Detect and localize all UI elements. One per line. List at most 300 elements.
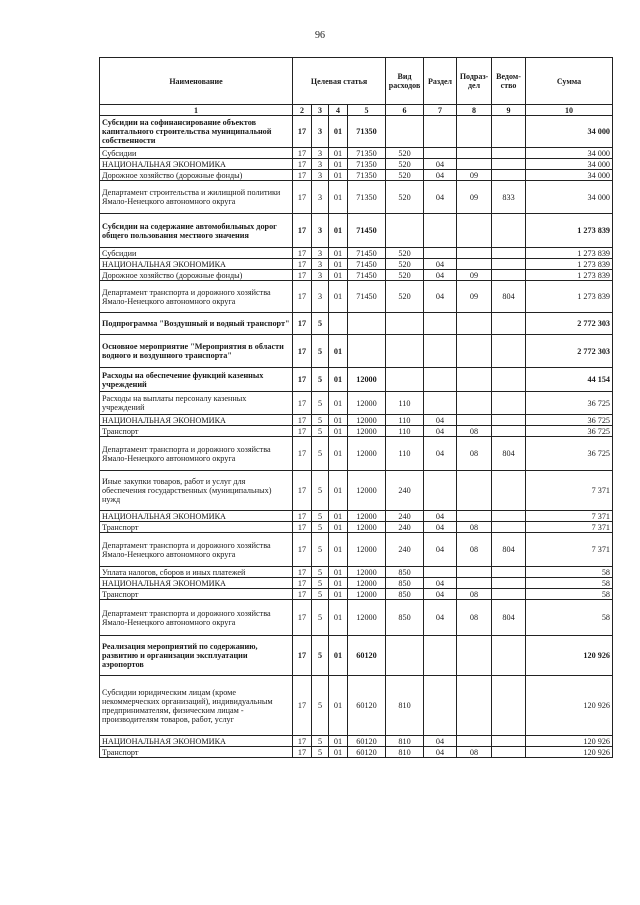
section-cell: 04 (424, 533, 457, 567)
header-expense-type: Вид расходов (386, 58, 424, 105)
table-header (100, 58, 613, 116)
column-number: 7 (424, 105, 457, 116)
row-name: Департамент транспорта и дорожного хозяйства Ямало-Ненецкого автономного округа (100, 437, 293, 471)
target-code-activity: 01 (329, 270, 348, 281)
row-name: Дорожное хозяйство (дорожные фонды) (100, 270, 293, 281)
subsection-cell (457, 676, 492, 736)
table-row (100, 259, 613, 270)
subsection-cell (457, 511, 492, 522)
section-cell (424, 567, 457, 578)
table-row (100, 522, 613, 533)
sum-cell: 120 926 (526, 636, 613, 676)
table-row (100, 248, 613, 259)
target-code-program: 17 (293, 511, 312, 522)
table-row (100, 589, 613, 600)
department-cell: 804 (492, 281, 526, 313)
table-row (100, 281, 613, 313)
expense-type-cell: 810 (386, 676, 424, 736)
subsection-cell (457, 578, 492, 589)
target-code-direction: 12000 (348, 392, 386, 415)
target-code-program: 17 (293, 281, 312, 313)
target-code-direction: 71450 (348, 259, 386, 270)
expense-type-cell: 520 (386, 159, 424, 170)
department-cell (492, 170, 526, 181)
target-code-activity: 01 (329, 736, 348, 747)
expense-type-cell: 240 (386, 511, 424, 522)
department-cell: 804 (492, 437, 526, 471)
sum-cell: 34 000 (526, 148, 613, 159)
sum-cell: 7 371 (526, 471, 613, 511)
department-cell (492, 567, 526, 578)
row-name: Реализация мероприятий по содержанию, развитию и организации эксплуатации аэропортов (100, 636, 293, 676)
sum-cell: 34 000 (526, 170, 613, 181)
sum-cell: 7 371 (526, 533, 613, 567)
header-sum: Сумма (526, 58, 613, 105)
expense-type-cell: 810 (386, 736, 424, 747)
table-row (100, 600, 613, 636)
subsection-cell: 08 (457, 437, 492, 471)
target-code-program: 17 (293, 522, 312, 533)
section-cell: 04 (424, 281, 457, 313)
section-cell: 04 (424, 578, 457, 589)
table-row (100, 426, 613, 437)
expense-type-cell: 850 (386, 567, 424, 578)
target-code-activity: 01 (329, 392, 348, 415)
department-cell (492, 578, 526, 589)
row-name: НАЦИОНАЛЬНАЯ ЭКОНОМИКА (100, 578, 293, 589)
table-row (100, 511, 613, 522)
row-name: Подпрограмма "Воздушный и водный транспорт" (100, 313, 293, 335)
row-name: НАЦИОНАЛЬНАЯ ЭКОНОМИКА (100, 736, 293, 747)
target-code-subprogram: 5 (312, 313, 329, 335)
column-number: 3 (312, 105, 329, 116)
target-code-direction: 60120 (348, 736, 386, 747)
column-numbers-row (100, 105, 613, 116)
sum-cell: 1 273 839 (526, 248, 613, 259)
target-code-activity: 01 (329, 471, 348, 511)
row-name: Уплата налогов, сборов и иных платежей (100, 567, 293, 578)
table-row (100, 533, 613, 567)
expense-type-cell (386, 368, 424, 392)
sum-cell: 36 725 (526, 392, 613, 415)
table-row (100, 567, 613, 578)
target-code-activity: 01 (329, 578, 348, 589)
target-code-activity: 01 (329, 170, 348, 181)
subsection-cell (457, 148, 492, 159)
department-cell (492, 511, 526, 522)
subsection-cell: 09 (457, 170, 492, 181)
row-name: Дорожное хозяйство (дорожные фонды) (100, 170, 293, 181)
target-code-direction: 12000 (348, 533, 386, 567)
department-cell (492, 259, 526, 270)
target-code-program: 17 (293, 437, 312, 471)
column-number: 1 (100, 105, 293, 116)
target-code-activity: 01 (329, 259, 348, 270)
table-row (100, 116, 613, 148)
target-code-subprogram: 5 (312, 636, 329, 676)
column-number: 5 (348, 105, 386, 116)
target-code-direction: 12000 (348, 437, 386, 471)
table-row (100, 368, 613, 392)
sum-cell: 120 926 (526, 747, 613, 758)
department-cell (492, 248, 526, 259)
table-row (100, 676, 613, 736)
target-code-activity: 01 (329, 600, 348, 636)
expense-type-cell: 520 (386, 148, 424, 159)
target-code-subprogram: 3 (312, 214, 329, 248)
sum-cell: 1 273 839 (526, 259, 613, 270)
table-row (100, 335, 613, 368)
row-name: Транспорт (100, 522, 293, 533)
row-name: НАЦИОНАЛЬНАЯ ЭКОНОМИКА (100, 415, 293, 426)
subsection-cell: 08 (457, 426, 492, 437)
target-code-subprogram: 5 (312, 533, 329, 567)
target-code-activity: 01 (329, 511, 348, 522)
section-cell: 04 (424, 259, 457, 270)
sum-cell: 7 371 (526, 522, 613, 533)
row-name: Транспорт (100, 426, 293, 437)
section-cell (424, 148, 457, 159)
table-row (100, 148, 613, 159)
target-code-direction: 71450 (348, 214, 386, 248)
budget-table (99, 57, 613, 758)
target-code-activity: 01 (329, 437, 348, 471)
target-code-program: 17 (293, 181, 312, 214)
target-code-direction: 60120 (348, 747, 386, 758)
row-name: Субсидии юридическим лицам (кроме некоммерческих организаций), индивидуальным предпринимателям, физическим лицам - производителям товаров, работ, услуг (100, 676, 293, 736)
target-code-activity: 01 (329, 181, 348, 214)
subsection-cell: 08 (457, 600, 492, 636)
section-cell: 04 (424, 747, 457, 758)
section-cell (424, 368, 457, 392)
subsection-cell (457, 159, 492, 170)
table-row (100, 736, 613, 747)
target-code-subprogram: 5 (312, 437, 329, 471)
expense-type-cell: 520 (386, 281, 424, 313)
target-code-program: 17 (293, 313, 312, 335)
sum-cell: 36 725 (526, 415, 613, 426)
target-code-subprogram: 3 (312, 181, 329, 214)
department-cell (492, 392, 526, 415)
subsection-cell (457, 471, 492, 511)
target-code-direction: 12000 (348, 522, 386, 533)
expense-type-cell (386, 116, 424, 148)
expense-type-cell (386, 335, 424, 368)
expense-type-cell (386, 636, 424, 676)
target-code-subprogram: 5 (312, 522, 329, 533)
target-code-program: 17 (293, 392, 312, 415)
table-row (100, 170, 613, 181)
sum-cell: 58 (526, 589, 613, 600)
subsection-cell (457, 415, 492, 426)
table-row (100, 415, 613, 426)
section-cell (424, 248, 457, 259)
target-code-subprogram: 5 (312, 736, 329, 747)
section-cell: 04 (424, 736, 457, 747)
target-code-subprogram: 5 (312, 335, 329, 368)
row-name: Основное мероприятие "Мероприятия в области водного и воздушного транспорта" (100, 335, 293, 368)
row-name: Департамент транспорта и дорожного хозяйства Ямало-Ненецкого автономного округа (100, 600, 293, 636)
section-cell: 04 (424, 589, 457, 600)
target-code-direction: 12000 (348, 600, 386, 636)
table-row (100, 747, 613, 758)
row-name: Транспорт (100, 589, 293, 600)
target-code-activity: 01 (329, 589, 348, 600)
sum-cell: 36 725 (526, 426, 613, 437)
target-code-subprogram: 5 (312, 471, 329, 511)
expense-type-cell: 240 (386, 533, 424, 567)
target-code-subprogram: 5 (312, 392, 329, 415)
target-code-subprogram: 3 (312, 248, 329, 259)
target-code-activity: 01 (329, 522, 348, 533)
table-row (100, 392, 613, 415)
target-code-direction: 60120 (348, 636, 386, 676)
sum-cell: 44 154 (526, 368, 613, 392)
target-code-program: 17 (293, 600, 312, 636)
section-cell: 04 (424, 522, 457, 533)
row-name: Субсидии на содержание автомобильных дорог общего пользования местного значения (100, 214, 293, 248)
expense-type-cell: 520 (386, 170, 424, 181)
department-cell (492, 148, 526, 159)
header-target: Целевая статья (293, 58, 386, 105)
expense-type-cell: 520 (386, 270, 424, 281)
section-cell (424, 392, 457, 415)
target-code-direction: 12000 (348, 426, 386, 437)
table-row (100, 437, 613, 471)
department-cell (492, 415, 526, 426)
department-cell (492, 471, 526, 511)
target-code-activity: 01 (329, 214, 348, 248)
sum-cell: 1 273 839 (526, 214, 613, 248)
target-code-program: 17 (293, 248, 312, 259)
department-cell: 804 (492, 533, 526, 567)
target-code-direction: 12000 (348, 511, 386, 522)
target-code-activity: 01 (329, 676, 348, 736)
expense-type-cell: 520 (386, 248, 424, 259)
section-cell (424, 313, 457, 335)
target-code-subprogram: 5 (312, 747, 329, 758)
section-cell: 04 (424, 426, 457, 437)
department-cell (492, 736, 526, 747)
expense-type-cell: 110 (386, 437, 424, 471)
section-cell (424, 636, 457, 676)
subsection-cell: 08 (457, 589, 492, 600)
target-code-direction: 60120 (348, 676, 386, 736)
section-cell (424, 116, 457, 148)
department-cell (492, 589, 526, 600)
target-code-program: 17 (293, 148, 312, 159)
row-name: НАЦИОНАЛЬНАЯ ЭКОНОМИКА (100, 259, 293, 270)
sum-cell: 2 772 303 (526, 313, 613, 335)
target-code-direction: 71350 (348, 170, 386, 181)
target-code-program: 17 (293, 270, 312, 281)
section-cell (424, 214, 457, 248)
expense-type-cell: 520 (386, 259, 424, 270)
target-code-activity: 01 (329, 415, 348, 426)
expense-type-cell (386, 214, 424, 248)
column-number: 8 (457, 105, 492, 116)
target-code-direction: 12000 (348, 368, 386, 392)
subsection-cell: 09 (457, 270, 492, 281)
row-name: Расходы на выплаты персоналу казенных учреждений (100, 392, 293, 415)
subsection-cell (457, 567, 492, 578)
sum-cell: 120 926 (526, 676, 613, 736)
table-row (100, 578, 613, 589)
subsection-cell (457, 313, 492, 335)
target-code-program: 17 (293, 736, 312, 747)
section-cell: 04 (424, 600, 457, 636)
subsection-cell: 08 (457, 522, 492, 533)
target-code-activity: 01 (329, 747, 348, 758)
header-department: Ведом-ство (492, 58, 526, 105)
target-code-activity: 01 (329, 368, 348, 392)
target-code-program: 17 (293, 116, 312, 148)
department-cell (492, 747, 526, 758)
target-code-direction (348, 335, 386, 368)
table-row (100, 270, 613, 281)
target-code-direction: 71350 (348, 116, 386, 148)
department-cell (492, 270, 526, 281)
expense-type-cell: 110 (386, 426, 424, 437)
table-body (100, 116, 613, 758)
target-code-program: 17 (293, 589, 312, 600)
table-row (100, 181, 613, 214)
target-code-activity: 01 (329, 148, 348, 159)
department-cell: 804 (492, 600, 526, 636)
target-code-activity: 01 (329, 248, 348, 259)
target-code-subprogram: 3 (312, 259, 329, 270)
target-code-direction: 71450 (348, 248, 386, 259)
column-number: 6 (386, 105, 424, 116)
subsection-cell (457, 259, 492, 270)
target-code-activity: 01 (329, 636, 348, 676)
target-code-program: 17 (293, 335, 312, 368)
sum-cell: 120 926 (526, 736, 613, 747)
target-code-program: 17 (293, 533, 312, 567)
target-code-activity: 01 (329, 159, 348, 170)
department-cell (492, 522, 526, 533)
section-cell: 04 (424, 415, 457, 426)
target-code-program: 17 (293, 676, 312, 736)
page-number: 96 (315, 30, 325, 41)
target-code-subprogram: 5 (312, 676, 329, 736)
section-cell: 04 (424, 270, 457, 281)
target-code-activity (329, 313, 348, 335)
target-code-direction: 71350 (348, 159, 386, 170)
target-code-subprogram: 5 (312, 567, 329, 578)
row-name: Иные закупки товаров, работ и услуг для обеспечения государственных (муниципальных) нужд (100, 471, 293, 511)
target-code-activity: 01 (329, 567, 348, 578)
sum-cell: 1 273 839 (526, 281, 613, 313)
subsection-cell: 08 (457, 533, 492, 567)
subsection-cell (457, 392, 492, 415)
section-cell: 04 (424, 170, 457, 181)
header-name: Наименование (100, 58, 293, 105)
target-code-subprogram: 5 (312, 589, 329, 600)
target-code-activity: 01 (329, 116, 348, 148)
expense-type-cell: 810 (386, 747, 424, 758)
header-subsection: Подраз-дел (457, 58, 492, 105)
column-number: 2 (293, 105, 312, 116)
target-code-direction: 12000 (348, 471, 386, 511)
target-code-subprogram: 5 (312, 600, 329, 636)
target-code-subprogram: 3 (312, 148, 329, 159)
table-row (100, 214, 613, 248)
row-name: Субсидии (100, 248, 293, 259)
target-code-program: 17 (293, 170, 312, 181)
target-code-subprogram: 5 (312, 368, 329, 392)
subsection-cell (457, 116, 492, 148)
subsection-cell: 08 (457, 747, 492, 758)
target-code-subprogram: 3 (312, 170, 329, 181)
row-name: Транспорт (100, 747, 293, 758)
subsection-cell (457, 736, 492, 747)
target-code-program: 17 (293, 368, 312, 392)
section-cell: 04 (424, 159, 457, 170)
target-code-subprogram: 3 (312, 116, 329, 148)
target-code-subprogram: 3 (312, 159, 329, 170)
department-cell (492, 676, 526, 736)
sum-cell: 2 772 303 (526, 335, 613, 368)
target-code-direction: 12000 (348, 589, 386, 600)
subsection-cell: 09 (457, 281, 492, 313)
department-cell: 833 (492, 181, 526, 214)
section-cell (424, 676, 457, 736)
target-code-subprogram: 5 (312, 511, 329, 522)
target-code-subprogram: 5 (312, 578, 329, 589)
column-number: 4 (329, 105, 348, 116)
target-code-program: 17 (293, 259, 312, 270)
row-name: Субсидии (100, 148, 293, 159)
sum-cell: 34 000 (526, 159, 613, 170)
department-cell (492, 214, 526, 248)
row-name: НАЦИОНАЛЬНАЯ ЭКОНОМИКА (100, 159, 293, 170)
target-code-program: 17 (293, 214, 312, 248)
department-cell (492, 335, 526, 368)
target-code-subprogram: 5 (312, 426, 329, 437)
department-cell (492, 159, 526, 170)
target-code-activity: 01 (329, 281, 348, 313)
target-code-direction: 12000 (348, 567, 386, 578)
sum-cell: 34 000 (526, 181, 613, 214)
target-code-activity: 01 (329, 533, 348, 567)
expense-type-cell: 520 (386, 181, 424, 214)
target-code-program: 17 (293, 471, 312, 511)
subsection-cell: 09 (457, 181, 492, 214)
section-cell (424, 335, 457, 368)
sum-cell: 36 725 (526, 437, 613, 471)
row-name: НАЦИОНАЛЬНАЯ ЭКОНОМИКА (100, 511, 293, 522)
target-code-program: 17 (293, 415, 312, 426)
target-code-program: 17 (293, 578, 312, 589)
target-code-activity: 01 (329, 335, 348, 368)
expense-type-cell: 850 (386, 578, 424, 589)
subsection-cell (457, 214, 492, 248)
row-name: Департамент транспорта и дорожного хозяйства Ямало-Ненецкого автономного округа (100, 281, 293, 313)
target-code-program: 17 (293, 747, 312, 758)
target-code-program: 17 (293, 636, 312, 676)
expense-type-cell: 240 (386, 522, 424, 533)
sum-cell: 58 (526, 567, 613, 578)
sum-cell: 58 (526, 600, 613, 636)
target-code-direction: 71450 (348, 270, 386, 281)
target-code-program: 17 (293, 159, 312, 170)
row-name: Департамент транспорта и дорожного хозяйства Ямало-Ненецкого автономного округа (100, 533, 293, 567)
table-row (100, 636, 613, 676)
target-code-activity: 01 (329, 426, 348, 437)
table-row (100, 159, 613, 170)
subsection-cell (457, 636, 492, 676)
